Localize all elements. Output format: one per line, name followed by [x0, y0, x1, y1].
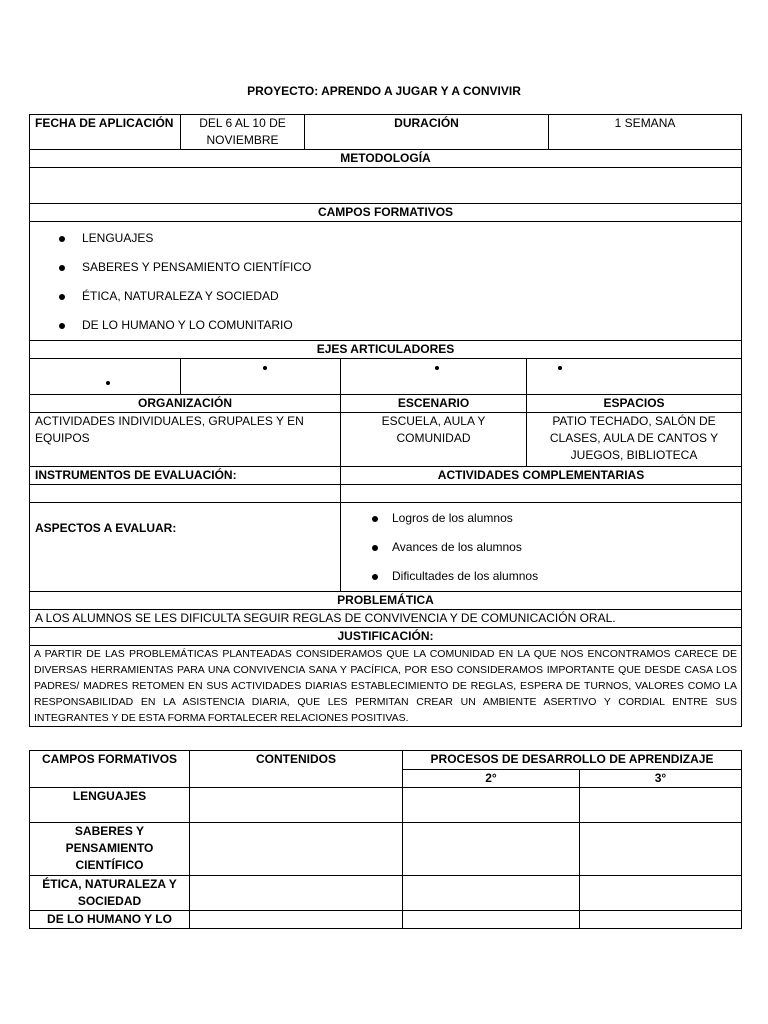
col-contenidos-header: CONTENIDOS — [190, 751, 403, 788]
justificacion-value: A PARTIR DE LAS PROBLEMÁTICAS PLANTEADAS CONSIDERAMOS QUE LA COMUNIDAD EN LA QUE NOS ENCONTRAMOS CARECE DE DIVERSAS HERRAMIENTAS PARA UNA CONVIVENCIA SANA Y PACÍFICA, POR ESO CONSIDERAMOS IMPORTANTE QUE DESDE CASA LOS PADRES/ MADRES RETOMEN EN SUS ACTIVIDADES DIARIAS ESTABLECIMIENTO DE REGLAS, ESPERA DE TURNOS, VALORES COMO LA RESPONSABILIDAD EN LA ASISTENCIA DIARIA, QUE LES PERMITAN CREAR UN AMBIENTE ASERTIVO Y CORDIAL ENTRE SUS INTEGRANTES Y DE ESTA FORMA FORTALECER RELACIONES POSITIVAS. — [30, 646, 742, 727]
row-label: ÉTICA, NATURALEZA Y SOCIEDAD — [30, 876, 190, 911]
table-cell — [190, 823, 403, 876]
instrumentos-value — [30, 485, 341, 503]
contents-table — [29, 750, 742, 929]
espacios-value: PATIO TECHADO, SALÓN DE CLASES, AULA DE CANTOS Y JUEGOS, BIBLIOTECA — [527, 413, 742, 467]
grade-3-header: 3° — [580, 770, 742, 788]
row-label: LENGUAJES — [30, 788, 190, 823]
fecha-value: DEL 6 AL 10 DE NOVIEMBRE — [181, 115, 305, 150]
campos-list — [30, 224, 741, 340]
aspectos-item: Avances de los alumnos — [341, 533, 741, 562]
campos-list-cell — [30, 222, 742, 341]
ejes-cell-2 — [181, 359, 341, 395]
table-cell — [190, 788, 403, 823]
row-label: DE LO HUMANO Y LO — [30, 911, 190, 929]
espacios-label: ESPACIOS — [527, 395, 742, 413]
ejes-cell-4 — [527, 359, 742, 395]
fecha-label: FECHA DE APLICACIÓN — [30, 115, 181, 150]
organizacion-value: ACTIVIDADES INDIVIDUALES, GRUPALES Y EN EQUIPOS — [30, 413, 341, 467]
bullet-mark — [106, 381, 110, 385]
ejes-label: EJES ARTICULADORES — [30, 341, 742, 359]
campos-item: SABERES Y PENSAMIENTO CIENTÍFICO — [30, 253, 741, 282]
escenario-value: ESCUELA, AULA Y COMUNIDAD — [341, 413, 527, 467]
instrumentos-label: INSTRUMENTOS DE EVALUACIÓN: — [30, 467, 341, 485]
table-cell — [580, 911, 742, 929]
duracion-label: DURACIÓN — [305, 115, 549, 150]
row-label: SABERES Y PENSAMIENTO CIENTÍFICO — [30, 823, 190, 876]
aspectos-item: Dificultades de los alumnos — [341, 562, 741, 591]
table-cell — [580, 823, 742, 876]
campos-label: CAMPOS FORMATIVOS — [30, 204, 742, 222]
bullet-mark — [263, 366, 267, 370]
ejes-cell-3 — [341, 359, 527, 395]
col-procesos-header: PROCESOS DE DESARROLLO DE APRENDIZAJE — [403, 751, 742, 770]
project-table — [29, 114, 742, 727]
table-cell — [403, 823, 580, 876]
ejes-cell-1 — [30, 359, 181, 395]
organizacion-label: ORGANIZACIÓN — [30, 395, 341, 413]
aspectos-label: ASPECTOS A EVALUAR: — [30, 503, 341, 592]
table-cell — [403, 788, 580, 823]
table-cell — [190, 876, 403, 911]
bullet-mark — [558, 366, 562, 370]
table-cell — [580, 876, 742, 911]
aspectos-item: Logros de los alumnos — [341, 504, 741, 533]
col-campos-header: CAMPOS FORMATIVOS — [30, 751, 190, 788]
actividades-label: ACTIVIDADES COMPLEMENTARIAS — [341, 467, 742, 485]
page-title: PROYECTO: APRENDO A JUGAR Y A CONVIVIR — [247, 84, 521, 98]
problematica-value: A LOS ALUMNOS SE LES DIFICULTA SEGUIR REGLAS DE CONVIVENCIA Y DE COMUNICACIÓN ORAL. — [30, 610, 742, 628]
problematica-label: PROBLEMÁTICA — [30, 592, 742, 610]
campos-item: LENGUAJES — [30, 224, 741, 253]
table-cell — [403, 876, 580, 911]
metodologia-value — [30, 168, 742, 204]
campos-item: DE LO HUMANO Y LO COMUNITARIO — [30, 311, 741, 340]
justificacion-label: JUSTIFICACIÓN: — [30, 628, 742, 646]
escenario-label: ESCENARIO — [341, 395, 527, 413]
campos-item: ÉTICA, NATURALEZA Y SOCIEDAD — [30, 282, 741, 311]
bullet-mark — [435, 366, 439, 370]
duracion-value: 1 SEMANA — [549, 115, 742, 150]
table-cell — [580, 788, 742, 823]
aspectos-list — [341, 504, 741, 591]
metodologia-label: METODOLOGÍA — [30, 150, 742, 168]
grade-2-header: 2° — [403, 770, 580, 788]
table-cell — [403, 911, 580, 929]
table-cell — [190, 911, 403, 929]
actividades-value — [341, 485, 742, 503]
aspectos-list-cell — [341, 503, 742, 592]
